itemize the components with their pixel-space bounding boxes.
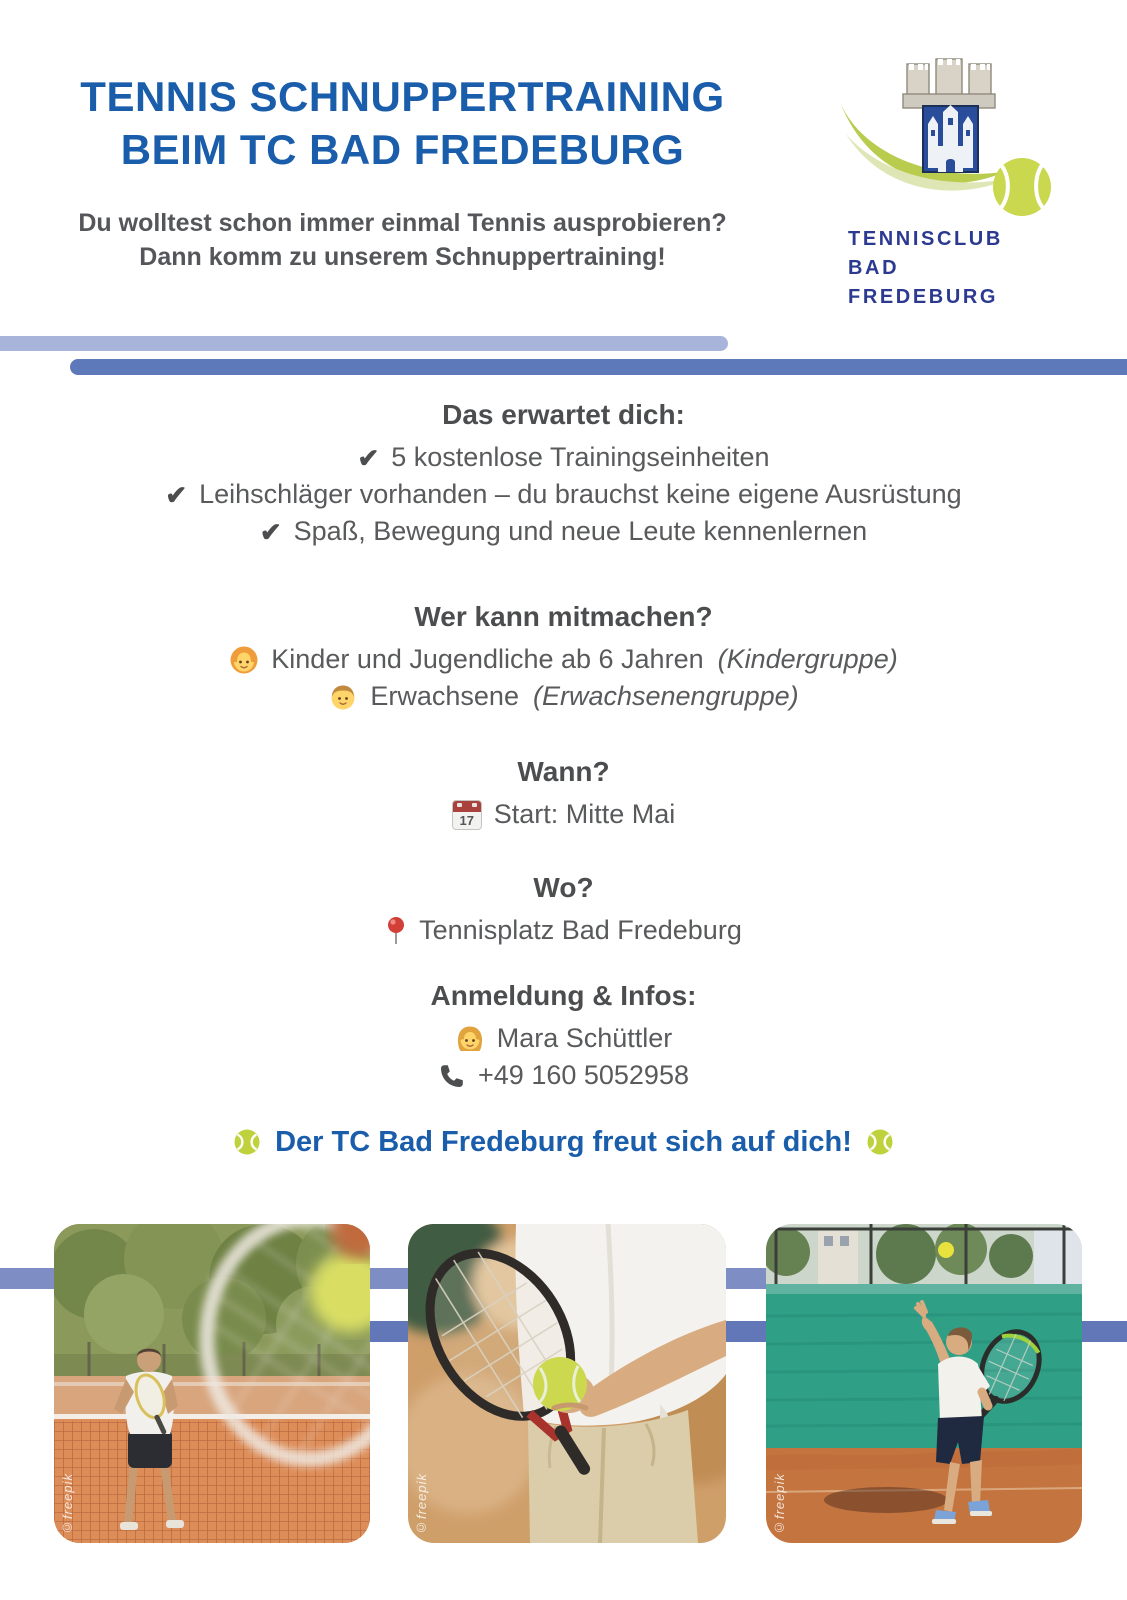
page-title (55, 70, 750, 176)
who-item-adults-note: (Erwachsenengruppe) (532, 681, 799, 711)
where-text: Tennisplatz Bad Fredeburg (419, 915, 742, 945)
expect-item-2 (0, 476, 1127, 513)
when-row (0, 796, 1127, 833)
section-where (0, 871, 1127, 949)
adult-emoji-icon (328, 682, 358, 712)
contact-name-row (0, 1020, 1127, 1057)
who-item-children-note: (Kindergruppe) (717, 644, 898, 674)
expect-item-3 (0, 513, 1127, 550)
expect-item-2-text: Leihschläger vorhanden – du brauchst keine eigene Ausrüstung (199, 479, 962, 509)
section-who (0, 600, 1127, 715)
club-logo (826, 50, 1054, 312)
contact-name: Mara Schüttler (496, 1023, 673, 1053)
tennis-ball-icon (866, 1128, 894, 1156)
title-line-1: TENNIS SCHNUPPERTRAINING (80, 73, 725, 120)
calendar-icon-header (453, 801, 481, 812)
section-expectations (0, 398, 1127, 550)
section-contact (0, 979, 1127, 1094)
check-icon: ✔ (259, 516, 282, 547)
section-when-heading: Wann? (517, 756, 610, 787)
calendar-icon (452, 800, 482, 830)
club-name-line-1: TENNISCLUB (848, 228, 1003, 250)
photo-boy-serving (766, 1224, 1082, 1543)
flyer-content (0, 398, 1127, 1162)
subtitle (55, 206, 750, 274)
subtitle-line-2: Dann komm zu unserem Schnuppertraining! (139, 243, 666, 271)
girl-emoji-icon (229, 645, 259, 675)
club-logo-emblem-icon (826, 50, 1054, 218)
title-line-2: BEIM TC BAD FREDEBURG (120, 126, 685, 173)
section-expectations-heading: Das erwartet dich: (442, 399, 685, 430)
header (55, 70, 750, 274)
photo-watermark: ©freepik (772, 1472, 787, 1535)
closing-line (0, 1122, 1127, 1162)
section-contact-heading: Anmeldung & Infos: (430, 980, 697, 1011)
subtitle-line-1: Du wolltest schon immer einmal Tennis ausprobieren? (78, 209, 727, 237)
closing-text: Der TC Bad Fredeburg freut sich auf dich! (275, 1125, 852, 1158)
photo-racket-and-ball (408, 1224, 726, 1543)
who-item-children-text: Kinder und Jugendliche ab 6 Jahren (271, 644, 704, 674)
pushpin-icon (385, 916, 407, 946)
divider-bar-top-dark (70, 359, 1127, 375)
expect-item-1-text: 5 kostenlose Trainingseinheiten (391, 442, 770, 472)
divider-bar-top-light (0, 336, 728, 351)
phone-icon (438, 1062, 466, 1090)
where-row (0, 912, 1127, 949)
expect-item-1 (0, 439, 1127, 476)
expect-item-3-text: Spaß, Bewegung und neue Leute kennenlernen (293, 516, 868, 546)
check-icon: ✔ (165, 479, 188, 510)
photo-player-at-net (54, 1224, 370, 1543)
photo-watermark: ©freepik (414, 1472, 429, 1535)
who-item-adults (0, 678, 1127, 715)
who-item-children (0, 641, 1127, 678)
section-where-heading: Wo? (533, 872, 594, 903)
contact-phone: +49 160 5052958 (478, 1060, 689, 1090)
when-text: Start: Mitte Mai (493, 799, 676, 829)
calendar-icon-day: 17 (459, 812, 474, 828)
photo-watermark: ©freepik (60, 1472, 75, 1535)
section-when (0, 755, 1127, 833)
club-logo-text (848, 225, 1054, 312)
tennis-ball-icon (233, 1128, 261, 1156)
who-item-adults-text: Erwachsene (370, 681, 519, 711)
section-who-heading: Wer kann mitmachen? (414, 601, 713, 632)
woman-emoji-icon (455, 1024, 485, 1054)
contact-phone-row (0, 1057, 1127, 1094)
check-icon: ✔ (357, 442, 380, 473)
club-name-line-2: BAD FREDEBURG (848, 257, 999, 308)
